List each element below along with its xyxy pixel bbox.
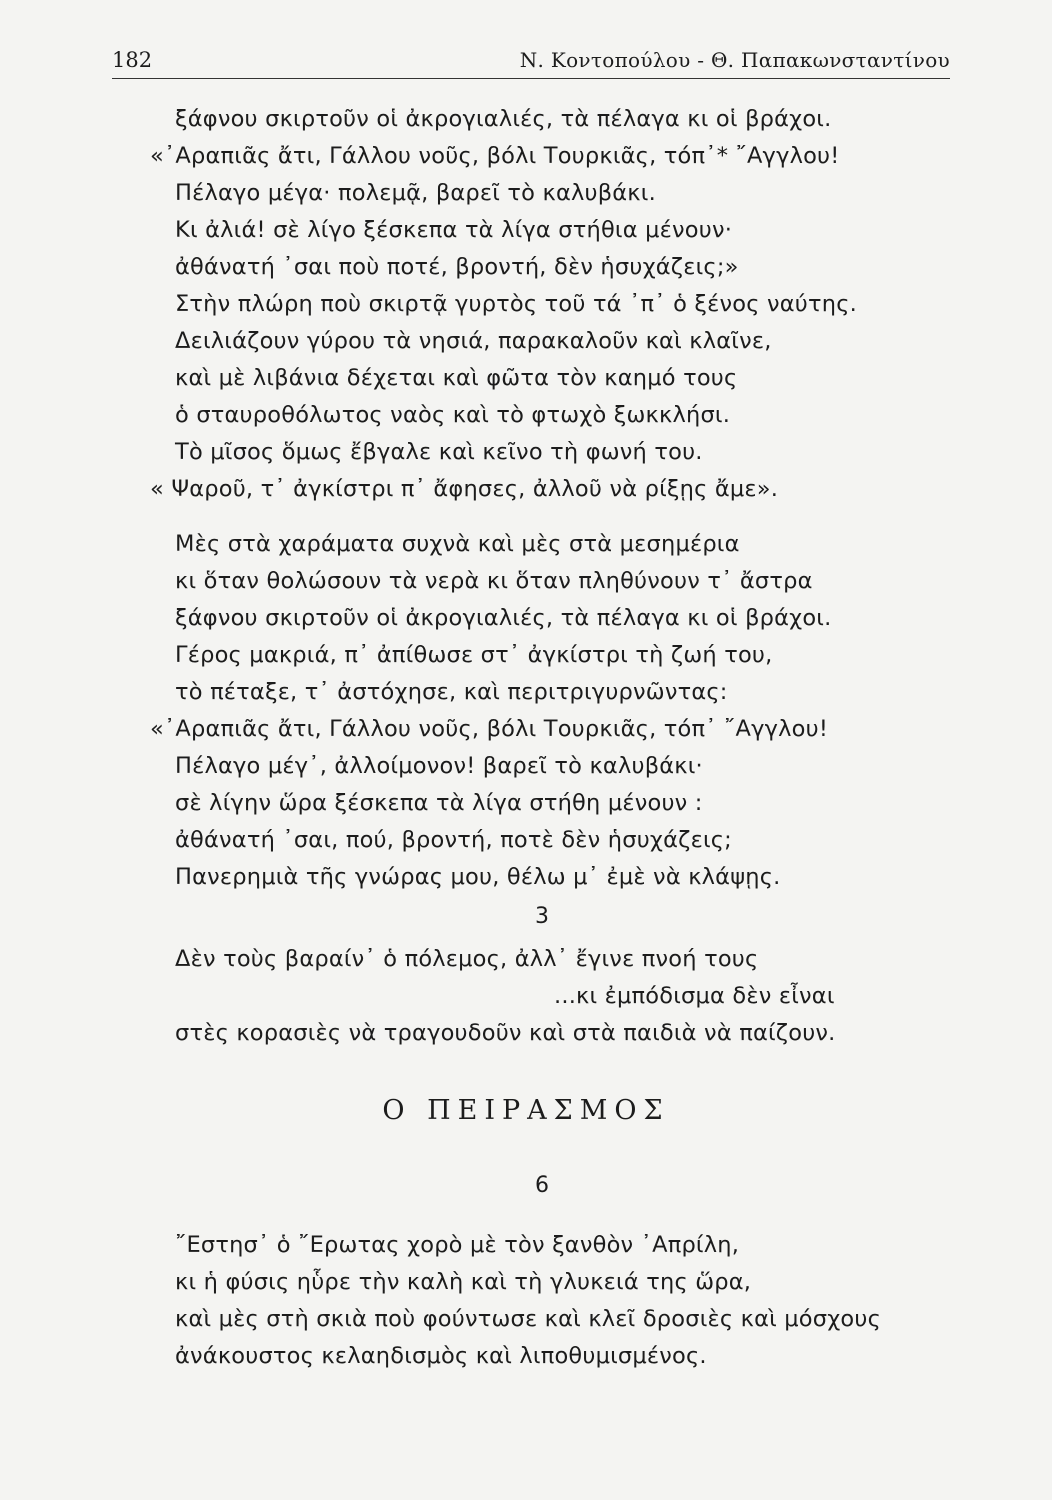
- page-header: [112, 44, 950, 79]
- section-number: 3: [535, 904, 549, 929]
- verse-line: « Ψαροῦ, τ᾿ ἀγκίστρι π᾿ ἄφησες, ἀλλοῦ νὰ ρίξῃς ἄμε».: [150, 476, 779, 502]
- verse-line: Τὸ μῖσος ὅμως ἔβγαλε καὶ κεῖνο τὴ φωνή του.: [175, 439, 703, 465]
- verse-line: ξάφνου σκιρτοῦν οἱ ἀκρογιαλιές, τὰ πέλαγα κι οἱ βράχοι.: [175, 106, 832, 132]
- verse-line: Μὲς στὰ χαράματα συχνὰ καὶ μὲς στὰ μεσημέρια: [175, 531, 740, 557]
- verse-line: «᾿Αραπιᾶς ἄτι, Γάλλου νοῦς, βόλι Τουρκιᾶς, τόπ᾿ ῎Αγγλου!: [150, 716, 829, 742]
- verse-line: «᾿Αραπιᾶς ἄτι, Γάλλου νοῦς, βόλι Τουρκιᾶς, τόπ᾿* ῎Αγγλου!: [150, 143, 840, 169]
- verse-line: Δειλιάζουν γύρου τὰ νησιά, παρακαλοῦν καὶ κλαῖνε,: [175, 328, 772, 354]
- verse-line: Πέλαγο μέγα· πολεμᾷ, βαρεῖ τὸ καλυβάκι.: [175, 180, 656, 206]
- verse-line: ξάφνου σκιρτοῦν οἱ ἀκρογιαλιές, τὰ πέλαγα κι οἱ βράχοι.: [175, 605, 832, 631]
- running-head: Ν. Κοντοπούλου - Θ. Παπακωνσταντίνου: [519, 48, 950, 72]
- verse-line: καὶ μὲς στὴ σκιὰ ποὺ φούντωσε καὶ κλεῖ δροσιὲς καὶ μόσχους: [175, 1306, 882, 1332]
- verse-line: ὁ σταυροθόλωτος ναὸς καὶ τὸ φτωχὸ ξωκκλήσι.: [175, 402, 731, 428]
- verse-line: ἀνάκουστος κελαηδισμὸς καὶ λιποθυμισμένος.: [175, 1343, 707, 1369]
- verse-line: Γέρος μακριά, π᾿ ἀπίθωσε στ᾿ ἀγκίστρι τὴ ζωή του,: [175, 642, 773, 668]
- verse-line: ῎Εστησ᾿ ὁ ῎Ερωτας χορὸ μὲ τὸν ξανθὸν ᾿Απρίλη,: [175, 1232, 740, 1258]
- verse-line: ἀθάνατή ᾿σαι, πού, βροντή, ποτὲ δὲν ἡσυχάζεις;: [175, 827, 732, 853]
- verse-line: καὶ μὲ λιβάνια δέχεται καὶ φῶτα τὸν καημό τους: [175, 365, 738, 391]
- verse-line: ...κι ἐμπόδισμα δὲν εἶναι: [554, 983, 835, 1009]
- section-number: 6: [535, 1173, 549, 1198]
- verse-line: τὸ πέταξε, τ᾿ ἀστόχησε, καὶ περιτριγυρνῶντας:: [175, 679, 728, 705]
- verse-line: Κι ἀλιά! σὲ λίγο ξέσκεπα τὰ λίγα στήθια μένουν·: [175, 217, 733, 243]
- verse-line: Δὲν τοὺς βαραίν᾿ ὁ πόλεμος, ἀλλ᾿ ἔγινε πνοή τους: [175, 946, 759, 972]
- verse-line: σὲ λίγην ὥρα ξέσκεπα τὰ λίγα στήθη μένουν :: [175, 790, 703, 816]
- page-number: 182: [112, 48, 153, 72]
- verse-line: κι ὅταν θολώσουν τὰ νερὰ κι ὅταν πληθύνουν τ᾿ ἄστρα: [175, 568, 813, 594]
- verse-line: Πανερημιὰ τῆς γνώρας μου, θέλω μ᾿ ἐμὲ νὰ κλάψῃς.: [175, 864, 781, 890]
- verse-line: ἀθάνατή ᾿σαι ποὺ ποτέ, βροντή, δὲν ἡσυχάζεις;»: [175, 254, 739, 280]
- verse-line: κι ἡ φύσις ηὗρε τὴν καλὴ καὶ τὴ γλυκειά της ὥρα,: [175, 1269, 752, 1295]
- verse-line: Στὴν πλώρη ποὺ σκιρτᾷ γυρτὸς τοῦ τά ᾿π᾿ ὁ ξένος ναύτης.: [175, 291, 857, 317]
- verse-line: στὲς κορασιὲς νὰ τραγουδοῦν καὶ στὰ παιδιὰ νὰ παίζουν.: [175, 1020, 836, 1046]
- poem-title: Ο ΠΕΙΡΑΣΜΟΣ: [382, 1095, 670, 1126]
- verse-line: Πέλαγο μέγ᾿, ἀλλοίμονον! βαρεῖ τὸ καλυβάκι·: [175, 753, 703, 779]
